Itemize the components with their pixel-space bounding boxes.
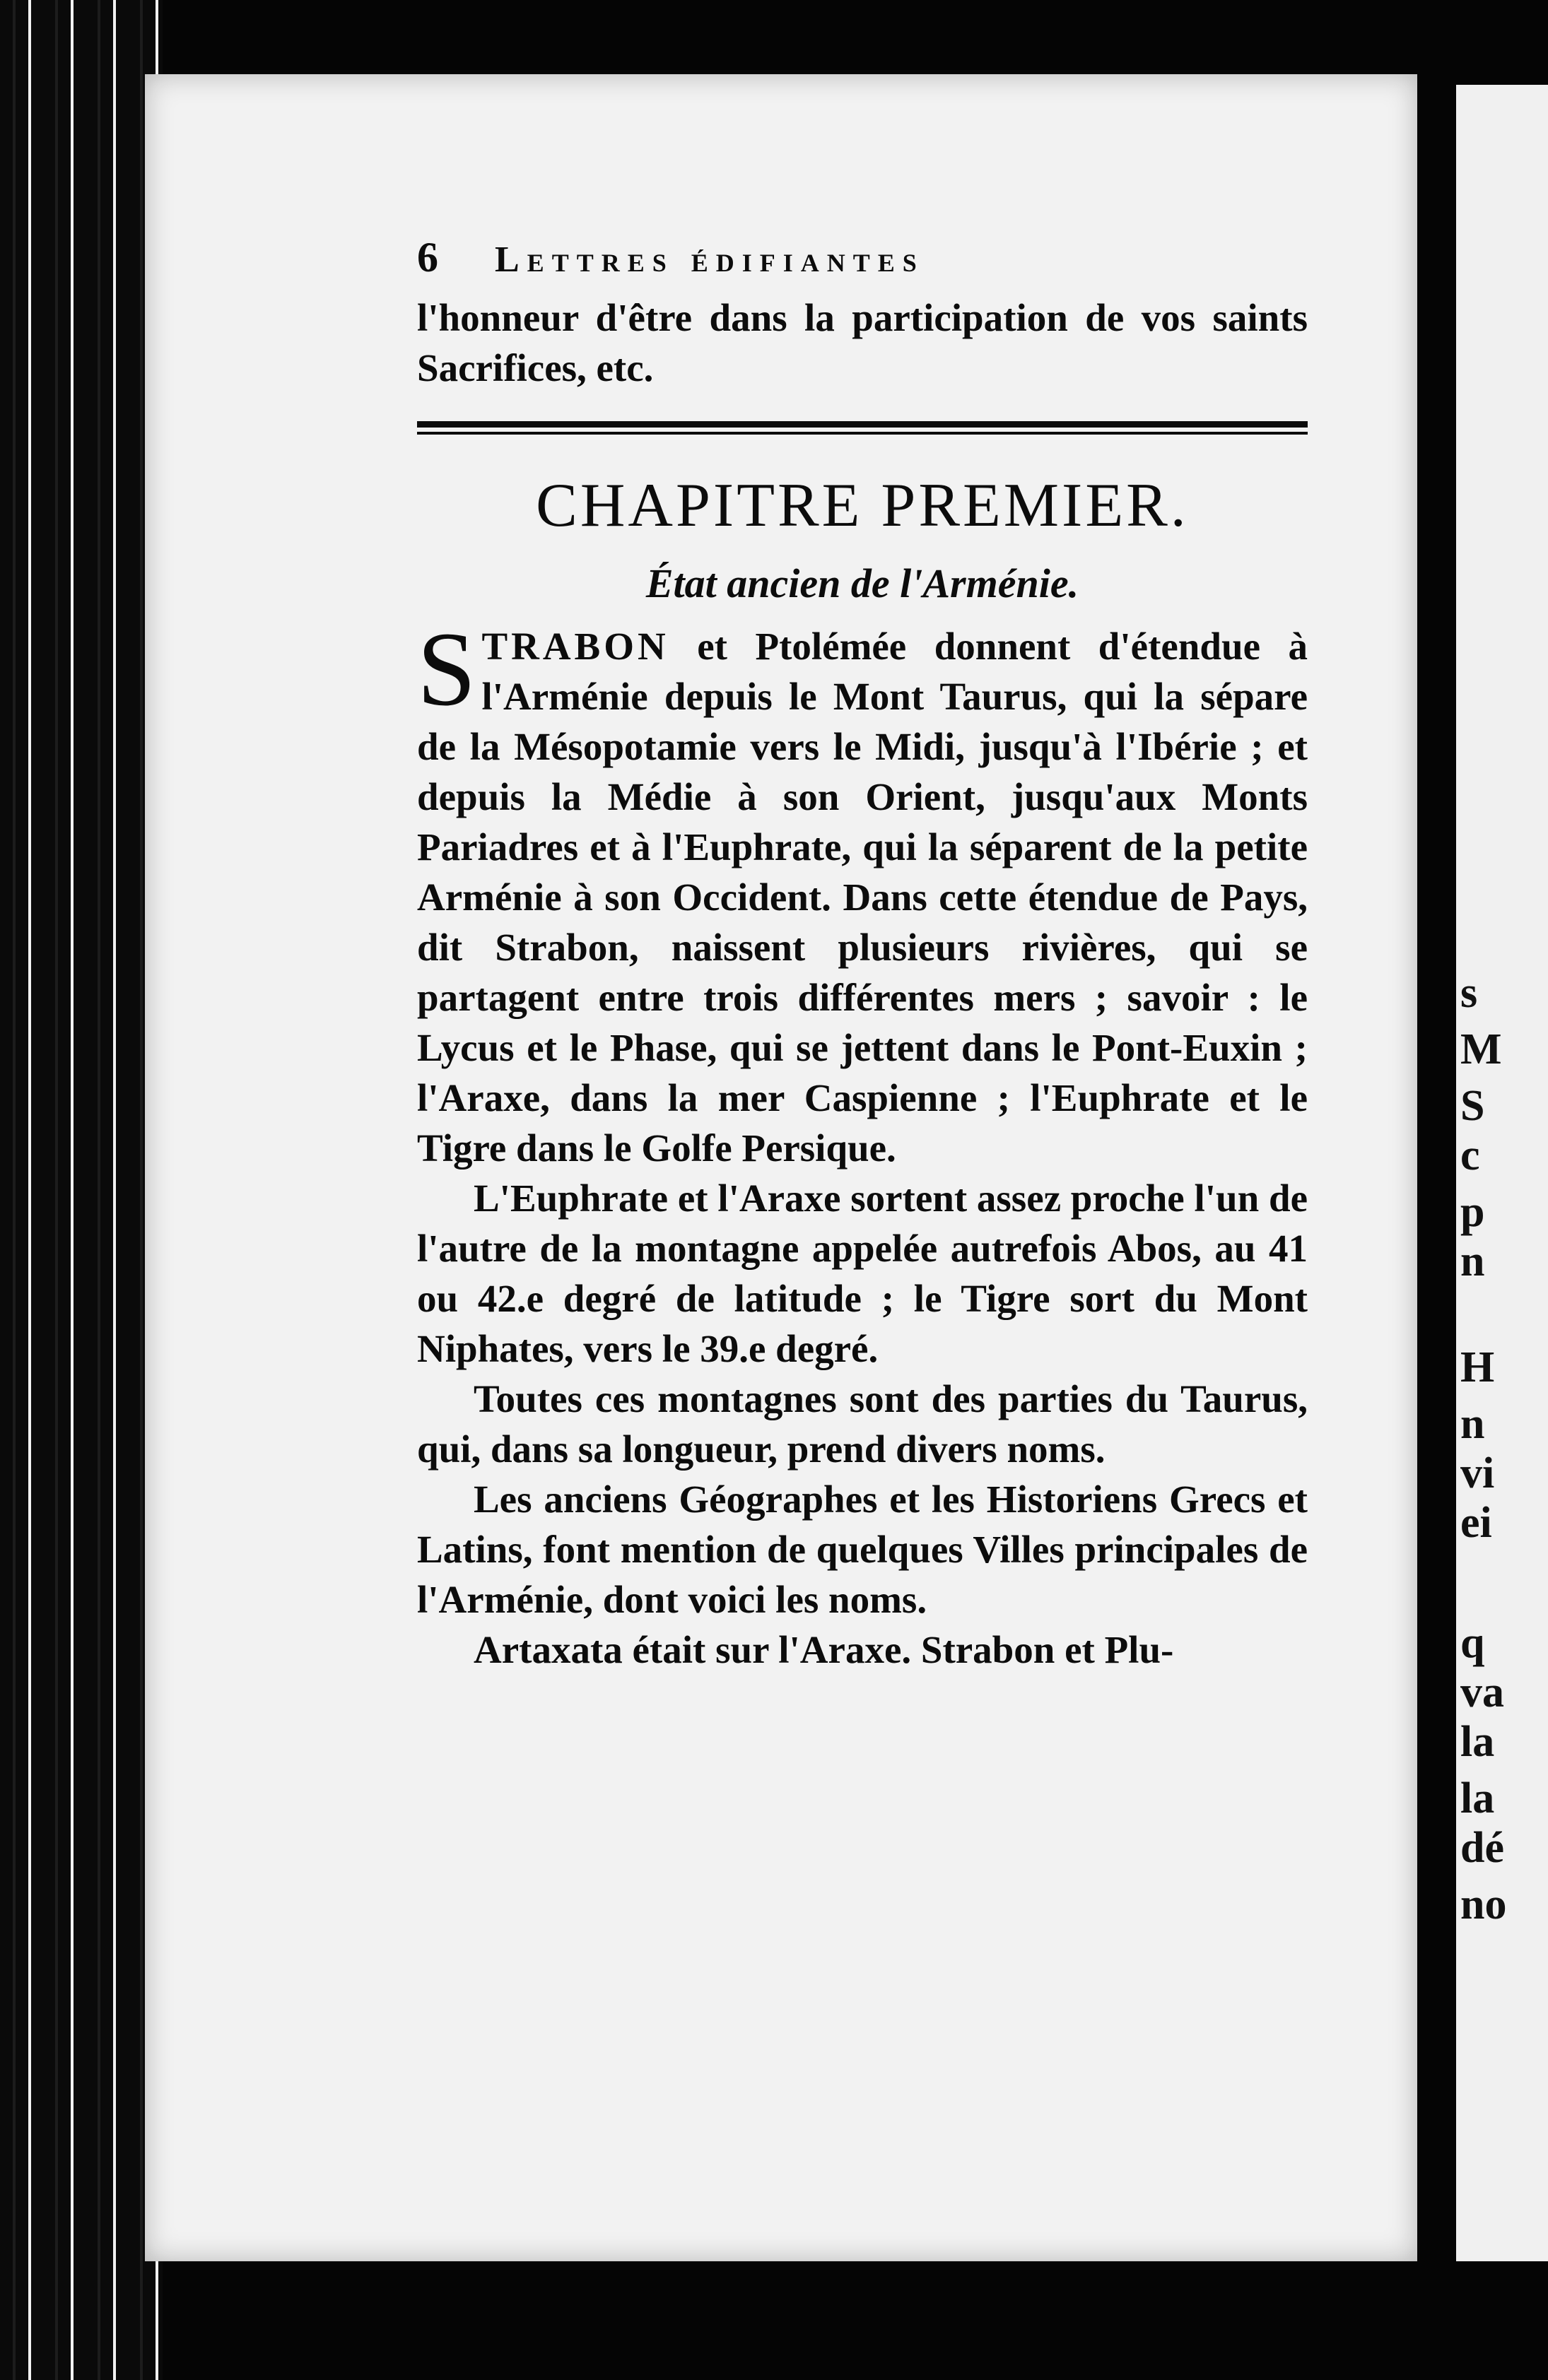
- chapter-title: CHAPITRE PREMIER.: [536, 471, 1189, 540]
- chapter-divider: [417, 421, 1308, 435]
- next-page-fragment: n: [1460, 1237, 1485, 1285]
- next-page-fragment: la: [1460, 1774, 1495, 1822]
- paragraph-third: Toutes ces montagnes sont des parties du Taurus, qui, dans sa longueur, prend divers noms.: [417, 1377, 1308, 1471]
- paragraph-first: [417, 611, 1308, 1173]
- thick-rule: [417, 421, 1308, 428]
- paragraph-fourth: Les anciens Géographes et les Historiens Grecs et Latins, font mention de quelques Villes principales de l'Arménie, dont voici les noms.: [417, 1478, 1308, 1621]
- next-page-fragment: c: [1460, 1131, 1480, 1179]
- paragraph-text: et Ptolémée donnent d'étendue à l'Arménie depuis le Mont Taurus, qui la sépare de la Mésopotamie vers le Midi, jusqu'à l'Ibérie ; et depuis la Médie à son Orient, jusqu'aux Monts Pariadres et à l'Euphrate, qui la séparent de la petite Arménie à son Occident. Dans cette étendue de Pays, dit Strabon, naissent plusieurs rivières, qui se partagent entre trois différentes mers ; savoir : le Lycus et le Phase, qui se jettent dans le Pont-Euxin ; l'Araxe, dans la mer Caspienne ; l'Euphrate et le Tigre dans le Golfe Persique.: [417, 625, 1308, 1170]
- paragraph-second: L'Euphrate et l'Araxe sortent assez proche l'un de l'autre de la montagne appelée autrefois Abos, au 41 ou 42.e degré de latitude ; le Tigre sort du Mont Niphates, vers le 39.e degré.: [417, 1177, 1308, 1370]
- next-page-fragment: dé: [1460, 1824, 1504, 1872]
- next-page-fragment: H: [1460, 1343, 1495, 1391]
- page-content: [417, 233, 1308, 1675]
- next-page-fragment: va: [1460, 1668, 1504, 1716]
- next-page-fragment: vi: [1460, 1449, 1495, 1497]
- next-page-fragment: s: [1460, 969, 1478, 1017]
- next-page-fragment: M: [1460, 1025, 1502, 1073]
- running-title: Lettres édifiantes: [495, 240, 925, 280]
- next-page-fragment: S: [1460, 1082, 1485, 1130]
- next-page-fragment: la: [1460, 1718, 1495, 1766]
- paragraph-fifth: Artaxata était sur l'Araxe. Strabon et Plu-: [474, 1628, 1174, 1671]
- next-page-fragment: n: [1460, 1400, 1485, 1448]
- next-page-fragment: q: [1460, 1619, 1485, 1667]
- drop-cap: S: [417, 611, 476, 728]
- first-word: TRABON: [481, 625, 669, 668]
- next-page-fragment: ei: [1460, 1499, 1492, 1547]
- next-page-fragment: no: [1460, 1880, 1507, 1928]
- carryover-text: l'honneur d'être dans la participation de vos saints Sacrifices, etc.: [417, 296, 1308, 389]
- book-spine-edge: [0, 0, 163, 2380]
- chapter-subtitle: État ancien de l'Arménie.: [645, 560, 1079, 606]
- thin-rule: [417, 432, 1308, 435]
- running-head: [417, 233, 1308, 293]
- page-number: 6: [417, 234, 438, 281]
- next-page-fragment: p: [1460, 1188, 1485, 1236]
- adjacent-page-edge: [1456, 85, 1548, 2261]
